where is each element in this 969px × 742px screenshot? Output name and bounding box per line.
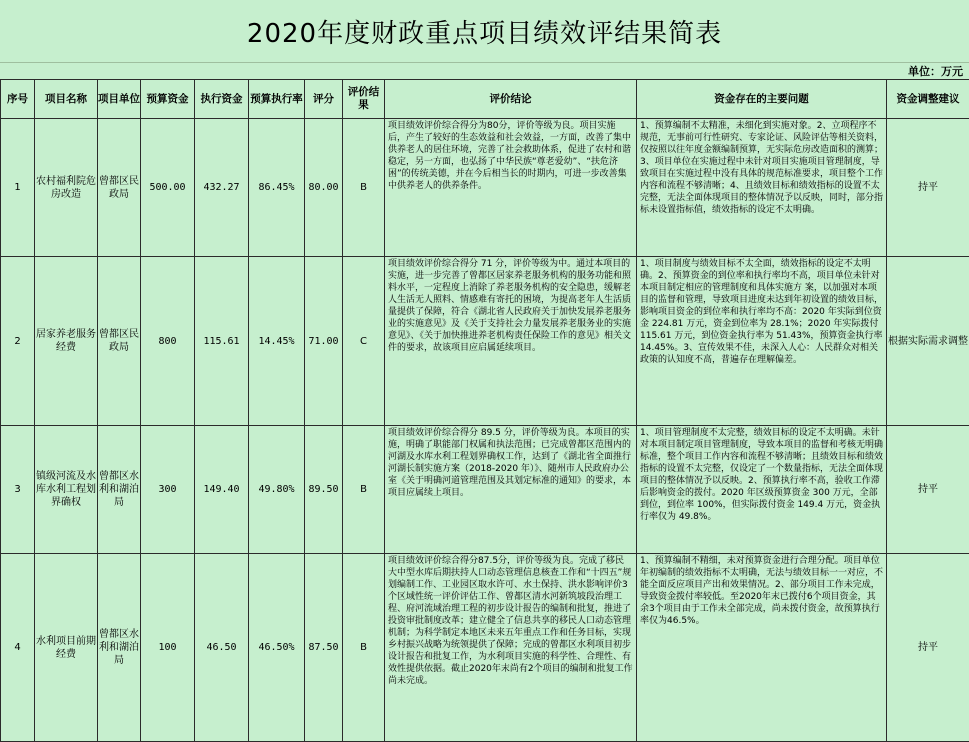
cell-grade[interactable]: C	[343, 257, 385, 426]
cell-problems[interactable]: 1、预算编制不太精准，未细化到实施对象。2、立项程序不规范，无事前可行性研究、专家论证、风险评估等相关资料，仅按照以往年度金额编制预算，无实际危房改造面积的测算；3、项目单位在实施过程中未针对项目实施项目管理制度，导致项目在实施过程中没有具体的规范标准要求，项目整个工作内容和流程不够清晰；4、且绩效目标和绩效指标的设置不太完整，无法全面体现项目的整体情况予以反映，同时，部分指标未设置指标值，绩效指标的设定不太明确。	[637, 119, 887, 257]
cell-executed[interactable]: 432.27	[195, 119, 249, 257]
cell-unit[interactable]: 曾都区民政局	[98, 257, 141, 426]
cell-name[interactable]: 水利项目前期经费	[35, 554, 98, 742]
cell-rate[interactable]: 14.45%	[249, 257, 305, 426]
cell-conclusion[interactable]: 项目绩效评价综合得分87.5分，评价等级为良。完成了移民大中型水库后期扶持人口动态管理信息核查工作和“十四五”规划编制工作、工业园区取水许可、水土保持、洪水影响评价3个区域性统一评价评估工作、曾都区清水河新筑坡段治理工程、府河流域治理工程的初步设计报告的编制和批复，推进了投资审批制度改革；建立健全了信息共享的移民人口动态管理机制；为科学制定本地区未来五年重点工作和任务目标，实现乡村振兴战略为统领提供了保障；完成的曾都区水利项目初步设计报告和批复工作，为水利项目实施的科学性、合理性、有效性提供依据。截止2020年末尚有2个项目的编制和批复工作尚未完成。	[385, 554, 637, 742]
cell-unit[interactable]: 曾都区民政局	[98, 119, 141, 257]
header-seq[interactable]: 序号	[1, 80, 35, 119]
cell-unit[interactable]: 曾都区水利和湖泊局	[98, 426, 141, 554]
header-budget[interactable]: 预算资金	[141, 80, 195, 119]
cell-grade[interactable]: B	[343, 426, 385, 554]
cell-budget[interactable]: 100	[141, 554, 195, 742]
cell-rate[interactable]: 86.45%	[249, 119, 305, 257]
cell-grade[interactable]: B	[343, 554, 385, 742]
cell-adjust[interactable]: 持平	[887, 426, 969, 554]
cell-rate[interactable]: 46.50%	[249, 554, 305, 742]
cell-adjust[interactable]: 持平	[887, 119, 969, 257]
header-row	[1, 80, 969, 119]
cell-rate[interactable]: 49.80%	[249, 426, 305, 554]
cell-conclusion[interactable]: 项目绩效评价综合得分为80分，评价等级为良。项目实施后，产生了较好的生态效益和社会效益，一方面，改善了集中供养老人的居住环境，完善了社会救助体系，促进了农村和谐稳定，另一方面，也弘扬了中华民族“尊老爱幼”、“扶危济困”的传统美德，并在今后相当长的时期内，可进一步改善集中供养老人的供养条件。	[385, 119, 637, 257]
cell-seq[interactable]: 3	[1, 426, 35, 554]
cell-conclusion[interactable]: 项目绩效评价综合得分 89.5 分，评价等级为良。本项目的实施，明确了职能部门权属和执法范围；已完成曾都区范围内的河湖及水库水利工程划界确权工作，达到了《湖北省全面推行河湖长制实施方案（2018-2020 年）》、随州市人民政府办公室《关于明确河道管理范围及其划定标准的通知》的要求，本项目应属续上项目。	[385, 426, 637, 554]
cell-executed[interactable]: 46.50	[195, 554, 249, 742]
cell-seq[interactable]: 4	[1, 554, 35, 742]
header-rate[interactable]: 预算执行率	[249, 80, 305, 119]
header-problems[interactable]: 资金存在的主要问题	[637, 80, 887, 119]
header-executed[interactable]: 执行资金	[195, 80, 249, 119]
cell-problems[interactable]: 1、预算编制不精细，未对预算资金进行合理分配。项目单位年初编制的绩效指标不太明确，无法与绩效目标一一对应，不能全面反应项目产出和效果情况。2、部分项目工作未完成，导致资金拨付率较低。至2020年末已拨付6个项目资金，其余3个项目由于工作未全部完成，尚未拨付资金，故预算执行率仅为46.5%。	[637, 554, 887, 742]
header-score[interactable]: 评分	[305, 80, 343, 119]
cell-score[interactable]: 80.00	[305, 119, 343, 257]
cell-name[interactable]: 镇级河流及水库水利工程划界确权	[35, 426, 98, 554]
header-grade[interactable]: 评价结果	[343, 80, 385, 119]
cell-name[interactable]: 农村福利院危房改造	[35, 119, 98, 257]
table-row	[1, 554, 969, 742]
cell-budget[interactable]: 500.00	[141, 119, 195, 257]
table-row	[1, 257, 969, 426]
table-row	[1, 119, 969, 257]
unit-label: 单位：万元	[908, 63, 963, 79]
cell-adjust[interactable]: 持平	[887, 554, 969, 742]
header-adjust[interactable]: 资金调整建议	[887, 80, 969, 119]
cell-executed[interactable]: 115.61	[195, 257, 249, 426]
cell-conclusion[interactable]: 项目绩效评价综合得分 71 分，评价等级为中。通过本项目的实施，进一步完善了曾都区居家养老服务机构的服务功能和照料水平，一定程度上消除了养老服务机构的安全隐患，缓解老人生活无人照料、情感难有寄托的困境，为提高老年人生活质量提供了保障，符合《湖北省人民政府关于加快发展养老服务业的实施意见》及《关于支持社会力量发展养老服务业的实施意见》、《关于加快推进养老机构责任保险工作的意见》相关文件的要求，故该项目应启属延续项目。	[385, 257, 637, 426]
header-unit[interactable]: 项目单位	[98, 80, 141, 119]
cell-grade[interactable]: B	[343, 119, 385, 257]
cell-adjust[interactable]: 根据实际需求调整	[887, 257, 969, 426]
cell-budget[interactable]: 300	[141, 426, 195, 554]
cell-score[interactable]: 87.50	[305, 554, 343, 742]
cell-problems[interactable]: 1、项目管理制度不太完整，绩效目标的设定不太明确。未针对本项目制定项目管理制度，导致本项目的监督和考核无明确标准，整个项目工作内容和流程不够清晰；且绩效目标和绩效指标的设置不太完整，仅设定了一个数量指标，无法全面体现项目的整体情况予以反映。2、预算执行率不高，验收工作滞后影响资金的拨付。2020 年区级预算资金 300 万元，全部到位，到位率 100%，但实际拨付资金 149.4 万元，资金执行率仅为 49.8%。	[637, 426, 887, 554]
cell-score[interactable]: 71.00	[305, 257, 343, 426]
performance-table	[0, 79, 969, 742]
cell-problems[interactable]: 1、项目制度与绩效目标不太全面，绩效指标的设定不太明确。2、预算资金的到位率和执行率均不高，项目单位未针对本项目制定相应的管理制度和具体实施方 案，以加强对本项目的监督和管理，导致项目进度未达到年初设置的绩效目标，影响项目资金的到位率和执行率均不高：2020 年实际到位资金 224.81 万元，资金到位率为 28.1%；2020 年实际拨付 115.61 万元，到位资金执行率为 51.43%，预算资金执行率14.45%。3、宣传效果不佳，未深入人心：人民群众对相关政策的认知度不高，普遍存在理解偏差。	[637, 257, 887, 426]
header-name[interactable]: 项目名称	[35, 80, 98, 119]
header-conclusion[interactable]: 评价结论	[385, 80, 637, 119]
cell-name[interactable]: 居家养老服务经费	[35, 257, 98, 426]
cell-score[interactable]: 89.50	[305, 426, 343, 554]
page-title: 2020年度财政重点项目绩效评结果简表	[0, 0, 969, 63]
cell-budget[interactable]: 800	[141, 257, 195, 426]
cell-unit[interactable]: 曾都区水利和湖泊局	[98, 554, 141, 742]
cell-seq[interactable]: 2	[1, 257, 35, 426]
cell-executed[interactable]: 149.40	[195, 426, 249, 554]
table-row	[1, 426, 969, 554]
cell-seq[interactable]: 1	[1, 119, 35, 257]
